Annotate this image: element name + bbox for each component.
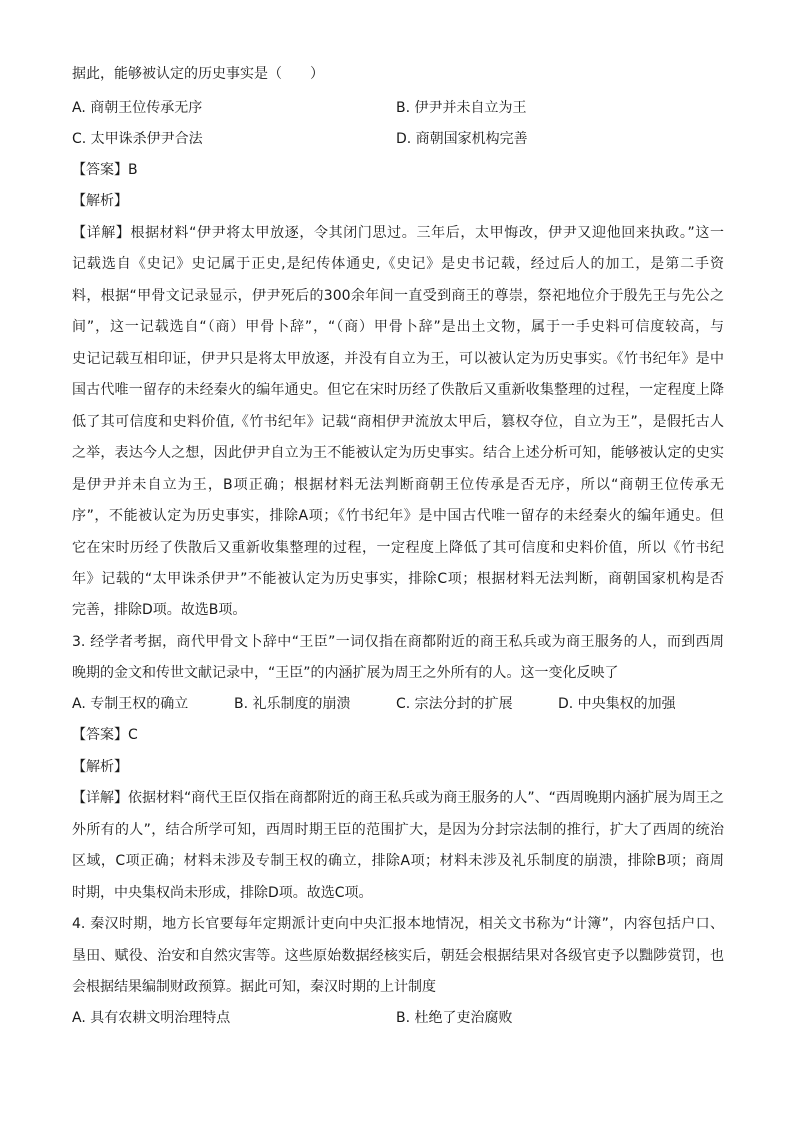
q3-detail-line: 区域，C项正确；材料未涉及专制王权的确立，排除A项；材料未涉及礼乐制度的崩溃，排除B项；商周 <box>72 853 724 869</box>
q2-detail-line: 序”，不能被认定为历史事实，排除A项；《竹书纪年》是中国古代唯一留存的未经秦火的编年通史。但 <box>72 508 724 524</box>
q3-answer: 【答案】C <box>72 727 138 743</box>
q2-detail-line: 史记记载互相印证，伊尹只是将太甲放逐，并没有自立为王，可以被认定为历史事实。《竹书纪年》是中 <box>72 351 724 367</box>
q2-analysis-label: 【解析】 <box>72 193 128 209</box>
q2-detail-line: 国古代唯一留存的未经秦火的编年通史。但它在宋时历经了佚散后又重新收集整理的过程，一定程度上降 <box>72 382 724 398</box>
q4-option-a: A. 具有农耕文明治理特点 <box>72 1010 231 1026</box>
q2-stem-end: 据此，能够被认定的历史事实是（ ） <box>72 66 324 82</box>
q2-option-b: B. 伊尹并未自立为王 <box>396 100 527 116</box>
q3-option-d: D. 中央集权的加强 <box>558 696 676 712</box>
q4-option-b: B. 杜绝了吏治腐败 <box>396 1010 513 1026</box>
q2-detail-line: 它在宋时历经了佚散后又重新收集整理的过程，一定程度上降低了其可信度和史料价值，所以《竹书纪 <box>72 540 724 556</box>
q3-detail-line: 外所有的人”，结合所学可知，西周时期王臣的范围扩大，是因为分封宗法制的推行，扩大了西周的统治 <box>72 822 724 838</box>
q2-option-c: C. 太甲诛杀伊尹合法 <box>72 131 203 147</box>
q4-stem-line: 垦田、赋役、治安和自然灾害等。这些原始数据经核实后，朝廷会根据结果对各级官吏予以黜陟赏罚，也 <box>72 948 724 964</box>
q2-answer: 【答案】B <box>72 162 138 178</box>
q2-detail-line: 完善，排除D项。故选B项。 <box>72 602 247 618</box>
q2-detail-line: 【详解】根据材料“伊尹将太甲放逐，令其闭门思过。三年后，太甲悔改，伊尹又迎他回来执政。”这一 <box>72 225 724 241</box>
q3-detail-line: 【详解】依据材料“商代王臣仅指在商都附近的商王私兵或为商王服务的人”、“西周晚期内涵扩展为周王之 <box>72 790 724 806</box>
q3-option-c: C. 宗法分封的扩展 <box>396 696 513 712</box>
q2-detail-line: 低了其可信度和史料价值,《竹书纪年》记载“商相伊尹流放太甲后，篡权夺位，自立为王”，是假托古人 <box>72 414 724 430</box>
q2-detail-line: 间”，这一记载选自“（商）甲骨卜辞”，“（商）甲骨卜辞”是出土文物，属于一手史料可信度较高，与 <box>72 319 724 335</box>
q3-option-a: A. 专制王权的确立 <box>72 696 189 712</box>
q4-stem-line: 4. 秦汉时期，地方长官要每年定期派计吏向中央汇报本地情况，相关文书称为“计簿”，内容包括户口、 <box>72 916 724 932</box>
q2-option-d: D. 商朝国家机构完善 <box>396 131 528 147</box>
q2-option-a: A. 商朝王位传承无序 <box>72 100 203 116</box>
q3-analysis-label: 【解析】 <box>72 759 128 775</box>
q2-detail-line: 是伊尹并未自立为王，B项正确；根据材料无法判断商朝王位传承是否无序，所以“商朝王位传承无 <box>72 477 724 493</box>
q3-stem-line: 3. 经学者考据，商代甲骨文卜辞中“王臣”一词仅指在商都附近的商王私兵或为商王服务的人，而到西周 <box>72 634 724 650</box>
q2-detail-line: 年》记载的“太甲诛杀伊尹”不能被认定为历史事实，排除C项；根据材料无法判断，商朝国家机构是否 <box>72 571 724 587</box>
q2-detail-line: 记载选自《史记》史记属于正史,是纪传体通史,《史记》是史书记载，经过后人的加工，是第二手资 <box>72 256 724 272</box>
q2-detail-line: 料，根据“甲骨文记录显示，伊尹死后的300余年间一直受到商王的尊崇，祭祀地位介于殷先王与先公之 <box>72 288 724 304</box>
q3-stem-line: 晚期的金文和传世文献记录中，“王臣”的内涵扩展为周王之外所有的人。这一变化反映了 <box>72 665 619 681</box>
q2-detail-line: 之举，表达今人之想，因此伊尹自立为王不能被认定为历史事实。结合上述分析可知，能够被认定的史实 <box>72 445 724 461</box>
q4-stem-line: 会根据结果编制财政预算。据此可知，秦汉时期的上计制度 <box>72 979 436 995</box>
q3-detail-line: 时期，中央集权尚未形成，排除D项。故选C项。 <box>72 885 373 901</box>
q3-option-b: B. 礼乐制度的崩溃 <box>234 696 351 712</box>
